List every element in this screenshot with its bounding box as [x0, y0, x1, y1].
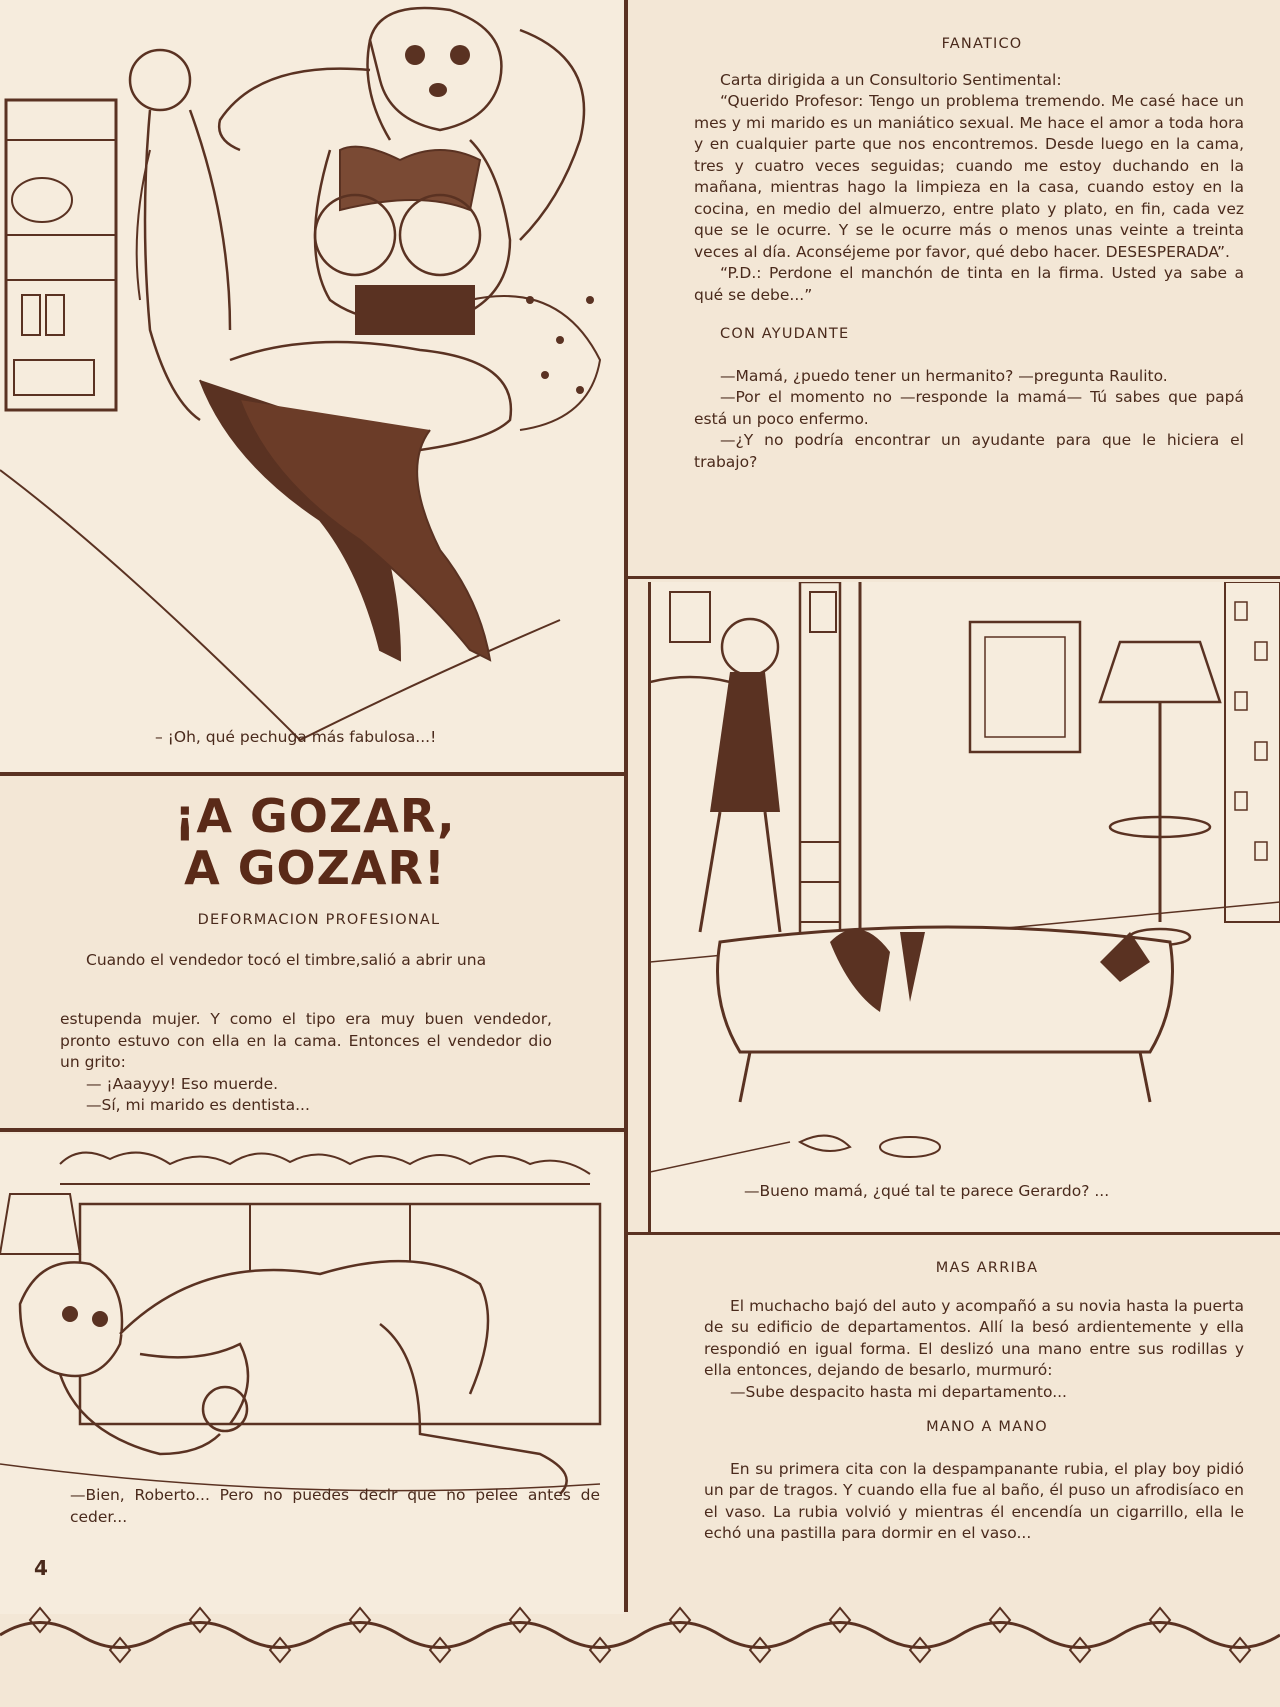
paragraph: En su primera cita con la despampanante rubia, el play boy pidió un par de tragos. Y cuando ella fue al baño, él puso un afrodisíaco en el vaso. La rubia volvió y mientras él encendía un cigarrillo, ella le echó una pastilla para dormir en el vaso...	[704, 1459, 1244, 1542]
heading-fanatico: FANATICO	[941, 36, 1023, 52]
article-deformacion	[60, 910, 552, 1117]
paragraph: estupenda mujer. Y como el tipo era muy buen vendedor, pronto estuvo con ella en la cama. Entonces el vendedor dio un grito:	[60, 1010, 552, 1071]
frame-divider	[648, 582, 651, 1232]
leaf-border-ornament	[0, 1600, 1280, 1670]
heading-mano-a-mano: MANO A MANO	[926, 1419, 1048, 1435]
page-number: 4	[34, 1556, 48, 1580]
main-title-line-2: A GOZAR!	[184, 841, 446, 895]
cartoon-woman-in-stockings	[0, 0, 624, 772]
horizontal-divider	[628, 576, 1280, 579]
article-mas-arriba	[704, 1258, 1244, 1545]
heading-deformacion: DEFORMACION PROFESIONAL	[197, 912, 441, 928]
paragraph: —¿Y no podría encontrar un ayudante para que le hiciera el trabajo?	[694, 431, 1244, 471]
illustration-panel-top-left	[0, 0, 624, 772]
horizontal-divider	[0, 1128, 628, 1132]
illustration-panel-bottom-left	[0, 1134, 624, 1614]
main-title	[0, 790, 630, 894]
horizontal-divider	[628, 1232, 1280, 1235]
heading-con-ayudante: CON AYUDANTE	[720, 326, 850, 342]
heading-mas-arriba: MAS ARRIBA	[935, 1260, 1039, 1276]
paragraph: —Mamá, ¿puedo tener un hermanito? —pregunta Raulito.	[720, 366, 1168, 385]
paragraph-first-line: Cuando el vendedor tocó el timbre,salió a abrir una	[86, 950, 487, 969]
caption-middle-right: —Bueno mamá, ¿qué tal te parece Gerardo? ...	[744, 1182, 1110, 1200]
paragraph: “P.D.: Perdone el manchón de tinta en la firma. Usted ya sabe a qué se debe...”	[694, 264, 1244, 304]
paragraph: —Sube despacito hasta mi departamento...	[730, 1382, 1067, 1401]
cartoon-living-room-scene	[650, 582, 1280, 1232]
paragraph: “Querido Profesor: Tengo un problema tremendo. Me casé hace un mes y mi marido es un maniático sexual. Me hace el amor a toda hora y en cualquier parte que nos encontremos. Desde luego en la cama, tres y cuatro veces seguidas; cuando me estoy duchando en la mañana, mientras hago la limpieza en la casa, cuando estoy en la cocina, en medio del almuerzo, entre plato y plato, en fin, cada vez que se le ocurre. Y se le ocurre más o menos unas veinte a treinta veces al día. Aconséjeme por favor, qué debo hacer. DESESPERADA”.	[694, 92, 1244, 261]
paragraph: — ¡Aaayyy! Eso muerde.	[86, 1074, 279, 1093]
main-title-line-1: ¡A GOZAR,	[174, 789, 456, 843]
cartoon-woman-on-couch	[0, 1134, 624, 1614]
paragraph: El muchacho bajó del auto y acompañó a su novia hasta la puerta de su edificio de departamentos. Allí la besó ardientemente y ella respondió en igual forma. El deslizó una mano entre sus rodillas y ella entonces, dejando de besarlo, murmuró:	[704, 1296, 1244, 1379]
horizontal-divider	[0, 772, 628, 776]
caption-bottom-left: —Bien, Roberto... Pero no puedes decir que no pelee antes de ceder...	[70, 1486, 600, 1526]
illustration-panel-middle-right	[650, 582, 1280, 1232]
paragraph: —Sí, mi marido es dentista...	[86, 1096, 310, 1114]
paragraph: Carta dirigida a un Consultorio Sentimental:	[720, 70, 1062, 89]
caption-top-left: – ¡Oh, qué pechuga más fabulosa...!	[155, 728, 437, 746]
vertical-divider	[624, 0, 628, 1612]
paragraph: —Por el momento no —responde la mamá— Tú sabes que papá está un poco enfermo.	[694, 388, 1244, 428]
article-fanatico	[694, 34, 1244, 473]
